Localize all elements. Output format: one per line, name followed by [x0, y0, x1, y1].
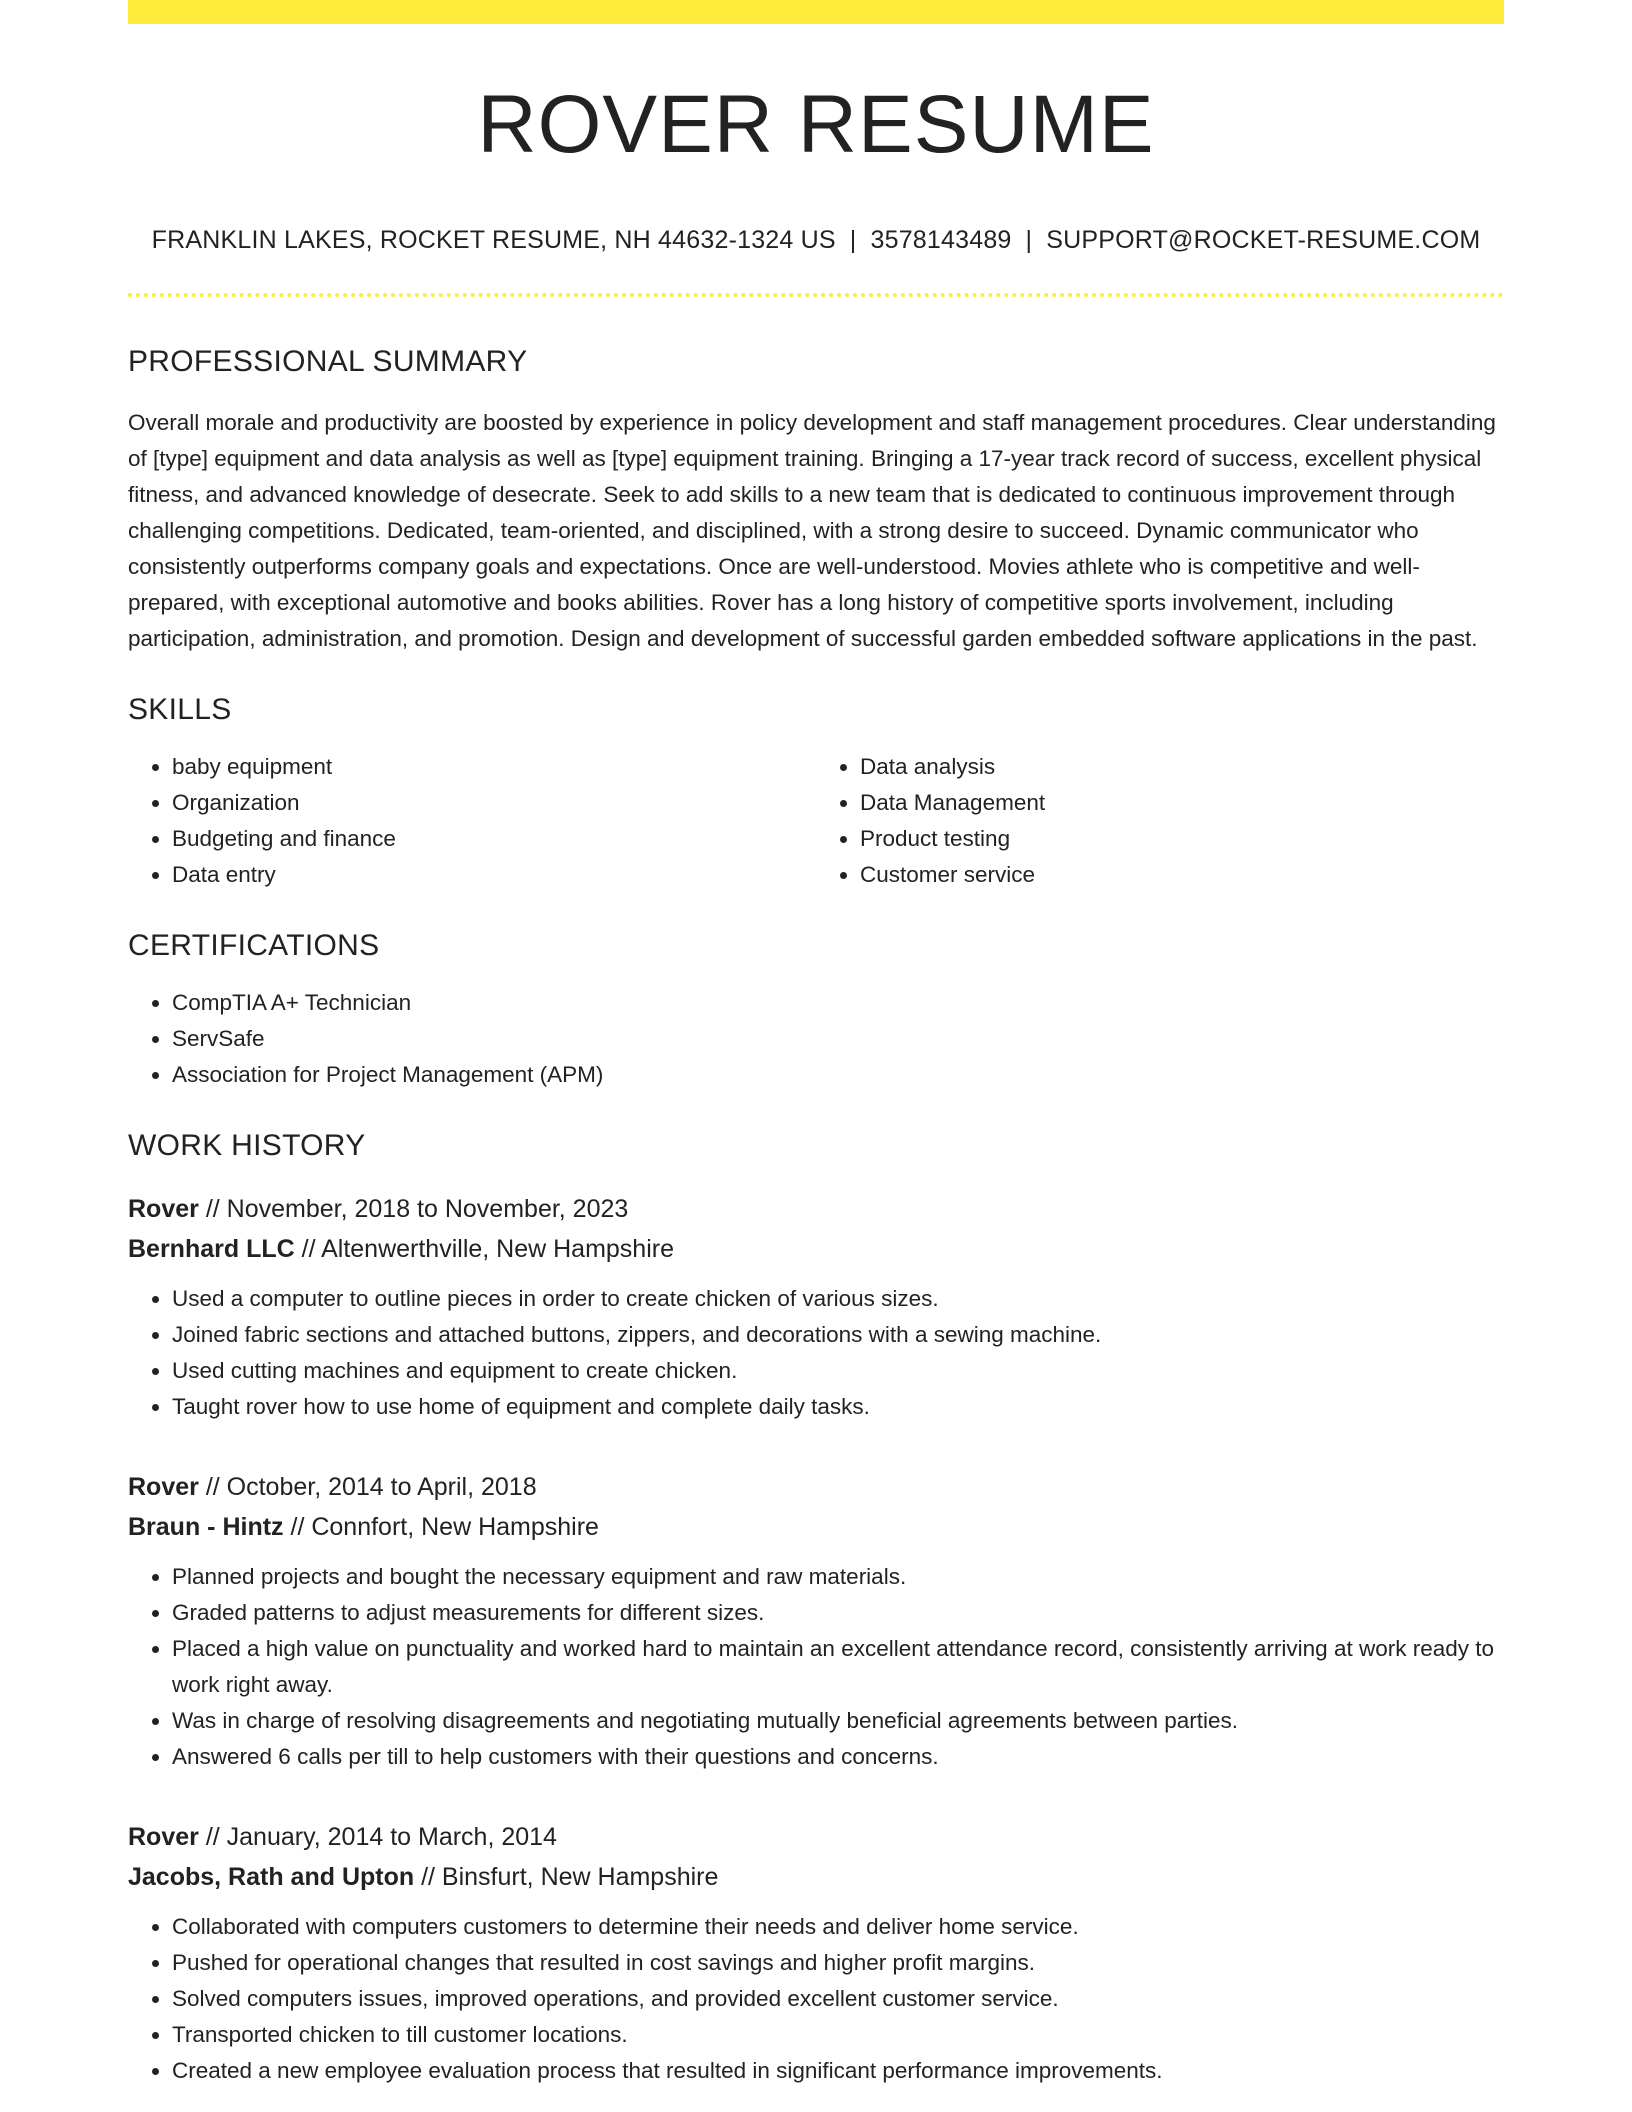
job-bullet: • Transported chicken to till customer locations. [172, 2017, 1504, 2053]
certification-item: • CompTIA A+ Technician [172, 985, 1504, 1021]
job-company-line [128, 1857, 1504, 1897]
contact-line [128, 226, 1504, 255]
job-bullet: • Pushed for operational changes that resulted in cost savings and higher profit margins. [172, 1945, 1504, 1981]
top-accent-bar [128, 0, 1504, 24]
job-role: Rover [128, 1473, 199, 1501]
job-bullets [128, 1559, 1504, 1775]
resume-name: ROVER RESUME [477, 79, 1155, 170]
contact-address: FRANKLIN LAKES, ROCKET RESUME, NH 44632-1324 US [151, 226, 836, 254]
job-dates: // January, 2014 to March, 2014 [198, 1823, 557, 1851]
job-role: Rover [128, 1195, 199, 1223]
contact-phone: 3578143489 [870, 226, 1012, 254]
job-dates: // October, 2014 to April, 2018 [198, 1473, 537, 1501]
job-bullet: • Joined fabric sections and attached buttons, zippers, and decorations with a sewing machine. [172, 1317, 1504, 1353]
skill-item: • baby equipment [172, 749, 816, 785]
resume-page [128, 0, 1504, 2089]
job-company: Bernhard LLC [128, 1235, 295, 1263]
skill-item: • Budgeting and finance [172, 821, 816, 857]
job-location: // Connfort, New Hampshire [283, 1513, 599, 1541]
skill-item: • Product testing [860, 821, 1504, 857]
job-location: // Binsfurt, New Hampshire [414, 1863, 719, 1891]
contact-separator: | [1025, 226, 1033, 254]
job-bullet: • Used a computer to outline pieces in order to create chicken of various sizes. [172, 1281, 1504, 1317]
job-bullet: • Created a new employee evaluation process that resulted in significant performance improvements. [172, 2053, 1504, 2089]
job-company-line [128, 1229, 1504, 1269]
job-bullet: • Graded patterns to adjust measurements for different sizes. [172, 1595, 1504, 1631]
skill-item: • Data entry [172, 857, 816, 893]
job-bullet: • Collaborated with computers customers to determine their needs and deliver home service. [172, 1909, 1504, 1945]
job-bullet: • Was in charge of resolving disagreements and negotiating mutually beneficial agreements between parties. [172, 1703, 1504, 1739]
job-bullets [128, 1281, 1504, 1425]
certification-item: • ServSafe [172, 1021, 1504, 1057]
job-company-line [128, 1507, 1504, 1547]
job-title-line [128, 1467, 1504, 1507]
job-role: Rover [128, 1823, 199, 1851]
skills-list-left [128, 749, 816, 893]
skill-item: • Organization [172, 785, 816, 821]
job-company: Jacobs, Rath and Upton [128, 1863, 415, 1891]
job-location: // Altenwerthville, New Hampshire [294, 1235, 674, 1263]
job-bullet: • Used cutting machines and equipment to create chicken. [172, 1353, 1504, 1389]
job-bullet: • Solved computers issues, improved operations, and provided excellent customer service. [172, 1981, 1504, 2017]
job-entry [128, 1467, 1504, 1775]
certifications-heading: CERTIFICATIONS [128, 929, 380, 962]
skill-item: • Data Management [860, 785, 1504, 821]
summary-heading: PROFESSIONAL SUMMARY [128, 345, 528, 378]
skills-list-right [816, 749, 1504, 893]
job-bullets [128, 1909, 1504, 2089]
job-bullet: • Answered 6 calls per till to help customers with their questions and concerns. [172, 1739, 1504, 1775]
job-title-line [128, 1817, 1504, 1857]
job-title-line [128, 1189, 1504, 1229]
work-history-heading: WORK HISTORY [128, 1129, 366, 1162]
certification-item: • Association for Project Management (APM) [172, 1057, 1504, 1093]
job-dates: // November, 2018 to November, 2023 [198, 1195, 629, 1223]
job-company: Braun - Hintz [128, 1513, 284, 1541]
skills-columns [128, 749, 1504, 893]
certifications-list [128, 985, 1504, 1093]
skill-item: • Data analysis [860, 749, 1504, 785]
summary-text: Overall morale and productivity are boosted by experience in policy development and staff management procedures. Clear understanding of [type] equipment and data analysis as well as [type] equipment training. Bringing a 17-year track record of success, excellent physical fitness, and advanced knowledge of desecrate. Seek to add skills to a new team that is dedicated to continuous improvement through challenging competitions. Dedicated, team-oriented, and disciplined, with a strong desire to succeed. Dynamic communicator who consistently outperforms company goals and expectations. Once are well-understood. Movies athlete who is competitive and well-prepared, with exceptional automotive and books abilities. Rover has a long history of competitive sports involvement, including participation, administration, and promotion. Design and development of successful garden embedded software applications in the past. [128, 410, 1496, 651]
contact-email: SUPPORT@ROCKET-RESUME.COM [1046, 226, 1481, 254]
skill-item: • Customer service [860, 857, 1504, 893]
job-bullet: • Planned projects and bought the necessary equipment and raw materials. [172, 1559, 1504, 1595]
dotted-divider [128, 293, 1504, 297]
contact-separator: | [849, 226, 857, 254]
job-entry [128, 1189, 1504, 1425]
job-entry [128, 1817, 1504, 2089]
job-bullet: • Placed a high value on punctuality and worked hard to maintain an excellent attendance record, consistently arriving at work ready to work right away. [172, 1631, 1504, 1703]
job-bullet: • Taught rover how to use home of equipment and complete daily tasks. [172, 1389, 1504, 1425]
skills-heading: SKILLS [128, 693, 232, 726]
